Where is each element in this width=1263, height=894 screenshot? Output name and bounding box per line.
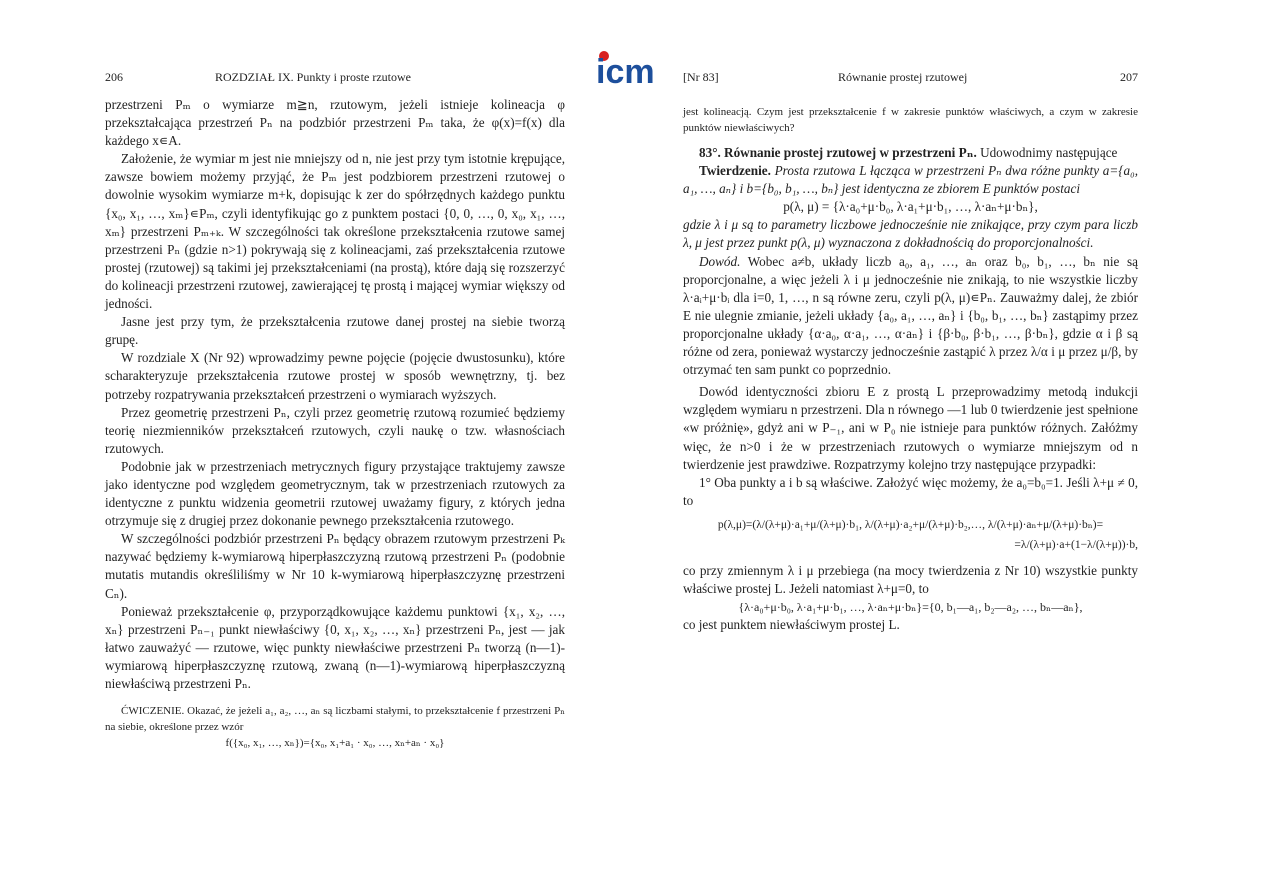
proof-text: Wobec a≠b, układy liczb a₀, a₁, …, aₙ oraz b₀, b₁, …, bₙ nie są proporcjonalne, a więc jeżeli λ i μ jednocześnie nie znikają, to nie wszystkie liczby λ·aᵢ+μ·bᵢ dla i=0, 1, …, n są równe zeru, czyli p(λ, μ)∊Pₙ. Zauważmy dalej, że zbiór E nie ulegnie zmianie, jeżeli układy {a₀, a₁, …, aₙ} i {b₀, b₁, …, bₙ} zastąpimy przez proporcjonalne układy {α·a₀, α·a₁, …, α·aₙ} i {β·b₀, β·b₁, …, β·bₙ}, gdzie α i β są różne od zera, ponieważ wystarczy jednocześnie zastąpić λ przez λ/α i μ przez μ/β, by otrzymać ten sam punkt co poprzednio. [683, 253, 1138, 378]
paragraph: co jest punktem niewłaściwym prostej L. [683, 617, 900, 633]
icm-logo [596, 49, 666, 87]
left-page [105, 0, 565, 894]
paragraph: Przez geometrię przestrzeni Pₙ, czyli przez geometrię rzutową rozumieć będziemy teorię niezmienników przekształceń rzutowych, czyli naukę o tzw. własnościach rzutowych. [105, 404, 565, 456]
paragraph: W rozdziale X (Nr 92) wprowadzimy pewne pojęcie (pojęcie dwustosunku), które scharakteryzuje przekształcenia rzutowe prostej w sposób wewnętrzny, tj. bez potrzeby rozpatrywania przekształceń przestrzeni o wymiarach wyższych. [105, 350, 565, 402]
formula: {λ·a₀+μ·b₀, λ·a₁+μ·b₁, …, λ·aₙ+μ·bₙ}={0, b₁—a₁, b₂—a₂, …, bₙ—aₙ}, [738, 600, 1083, 615]
paragraph: W szczególności podzbiór przestrzeni Pₙ będący obrazem rzutowym przestrzeni Pₖ nazywać będziemy k-wymiarową hiperpłaszczyzną rzutową przestrzeni Pₙ (podobnie mutatis mutandis określiliśmy w Nr 10 k-wymiarową hiperpłaszczyznę przestrzeni Cₙ). [105, 531, 565, 601]
page-number: 207 [1120, 70, 1138, 84]
theorem-text: Prosta rzutowa L łącząca w przestrzeni Pₙ dwa różne punkty a={a₀, a₁, …, aₙ} i b={b₀, b₁, …, bₙ} jest identyczna ze zbiorem E punktów postaci [683, 163, 1139, 197]
paragraph: Założenie, że wymiar m jest nie mniejszy od n, nie jest przy tym istotnie krępujące, zawsze bowiem możemy przyjąć, że Pₘ jest podzbiorem przestrzeni rzutowej o dowolnie wysokim wymiarze m+k, dopisując k zer do spółrzędnych każdego punktu {x₀, x₁, …, xₘ}∊Pₘ, czyli identyfikując go z punktem postaci {0, 0, …, 0, x₀, x₁, …, xₘ} przestrzeni Pₘ₊ₖ. W szczególności tak określone przekształcenia rzutowe samej przestrzeni Pₙ (gdzie n>1) pokrywają się z kolineacjami, zaś przekształcenia rzutowe prostej (rzutowej) są takimi jej przekształceniami (na prostą), które dają się rozszerzyć do kolineacji przestrzeni rzutowej, zawierającej tę prostą i mającej wymiar większy od jedności. [105, 151, 565, 312]
running-head: ROZDZIAŁ IX. Punkty i proste rzutowe [215, 70, 411, 84]
case-paragraph: 1° Oba punkty a i b są właściwe. Założyć więc możemy, że a₀=b₀=1. Jeśli λ+μ ≠ 0, to [683, 474, 1138, 508]
section-heading: 83°. Równanie prostej rzutowej w przestrzeni Pₙ. [699, 145, 977, 160]
paragraph: co przy zmiennym λ i μ przebiega (na mocy twierdzenia z Nr 10) wszystkie punkty właściwe prostej L. Jeżeli natomiast λ+μ=0, to [683, 563, 1138, 597]
formula: p(λ,μ)=(λ/(λ+μ)·a₁+μ/(λ+μ)·b₁, λ/(λ+μ)·a₂+μ/(λ+μ)·b₂,…, λ/(λ+μ)·aₙ+μ/(λ+μ)·bₙ)= [717, 518, 1104, 531]
paragraph: Ponieważ przekształcenie φ, przyporządkowujące każdemu punktowi {x₁, x₂, …, xₙ} przestrzeni Pₙ₋₁ punkt niewłaściwy {0, x₁, x₂, …, xₙ} przestrzeni Pₙ, jest — jak łatwo zauważyć — rzutowe, więc punkty niewłaściwe przestrzeni Pₙ tworzą (n—1)-wymiarową hiperpłaszczyznę rzutową, zwaną (n—1)-wymiarową hiperpłaszczyzną niewłaściwą przestrzeni Pₙ. [105, 603, 565, 691]
left-body [105, 96, 565, 751]
right-header [683, 70, 1138, 90]
section-ref: [Nr 83] [683, 70, 719, 84]
proof-label: Dowód. [699, 253, 741, 269]
paragraph: Jasne jest przy tym, że przekształcenia rzutowe danej prostej na siebie tworzą grupę. [105, 314, 565, 348]
proof-paragraph: Dowód identyczności zbioru E z prostą L przeprowadzimy metodą indukcji względem wymiaru n przestrzeni. Dla n równego —1 lub 0 twierdzenie jest spełnione «w próżnię», gdyż ani w P₋₁, ani w P₀ nie istnieje para punktów różnych. Załóżmy więc, że n>0 i że w przestrzeniach rzutowych o wymiarze mniejszym od n twierdzenie jest prawdziwe. Rozpatrzymy kolejno trzy następujące przypadki: [683, 384, 1138, 472]
theorem-label: Twierdzenie. [699, 163, 771, 179]
exercise-formula: f({x₀, x₁, …, xₙ})={x₀, x₁+a₁ · x₀, …, xₙ+aₙ · x₀} [225, 737, 445, 750]
formula: =λ/(λ+μ)·a+(1−λ/(λ+μ))·b, [1014, 538, 1138, 551]
theorem-continuation: gdzie λ i μ są to parametry liczbowe jednocześnie nie znikające, przy czym para liczb λ, μ jest przez punkt p(λ, μ) wyznaczona z dokładnością do proporcjonalności. [683, 217, 1138, 251]
paragraph: przestrzeni Pₘ o wymiarze m≧n, rzutowym, jeżeli istnieje kolineacja φ przekształcająca przestrzeń Pₙ na podzbiór przestrzeni Pₘ taka, że φ(x)=f(x) dla każdego x∊A. [105, 97, 565, 149]
section-lead: Udowodnimy następujące [980, 145, 1118, 160]
formula: p(λ, μ) = {λ·a₀+μ·b₀, λ·a₁+μ·b₁, …, λ·aₙ+μ·bₙ}, [783, 199, 1038, 215]
running-head: Równanie prostej rzutowej [838, 70, 968, 84]
right-body [683, 104, 1138, 634]
intro-text: jest kolineacją. Czym jest przekształcenie f w zakresie punktów właściwych, a czym w zakresie punktów niewłaściwych? [683, 106, 1138, 134]
svg-text:icm: icm [596, 53, 655, 87]
page-number: 206 [105, 70, 123, 84]
paragraph: Podobnie jak w przestrzeniach metrycznych figury przystające traktujemy zawsze jako identyczne pod względem geometrycznym, tak w przestrzeniach rzutowych za identyczne z punktu widzenia geometrii rzutowej uważamy figury, z których jedna otrzymuje się z drugiej przez dokonanie pewnego przekształcenia rzutowego. [105, 458, 565, 529]
right-page [683, 0, 1138, 894]
exercise-text: ĆWICZENIE. Okazać, że jeżeli a₁, a₂, …, aₙ są liczbami stałymi, to przekształcenie f przestrzeni Pₙ na siebie, określone przez wzór [105, 705, 565, 734]
left-header [105, 70, 565, 90]
